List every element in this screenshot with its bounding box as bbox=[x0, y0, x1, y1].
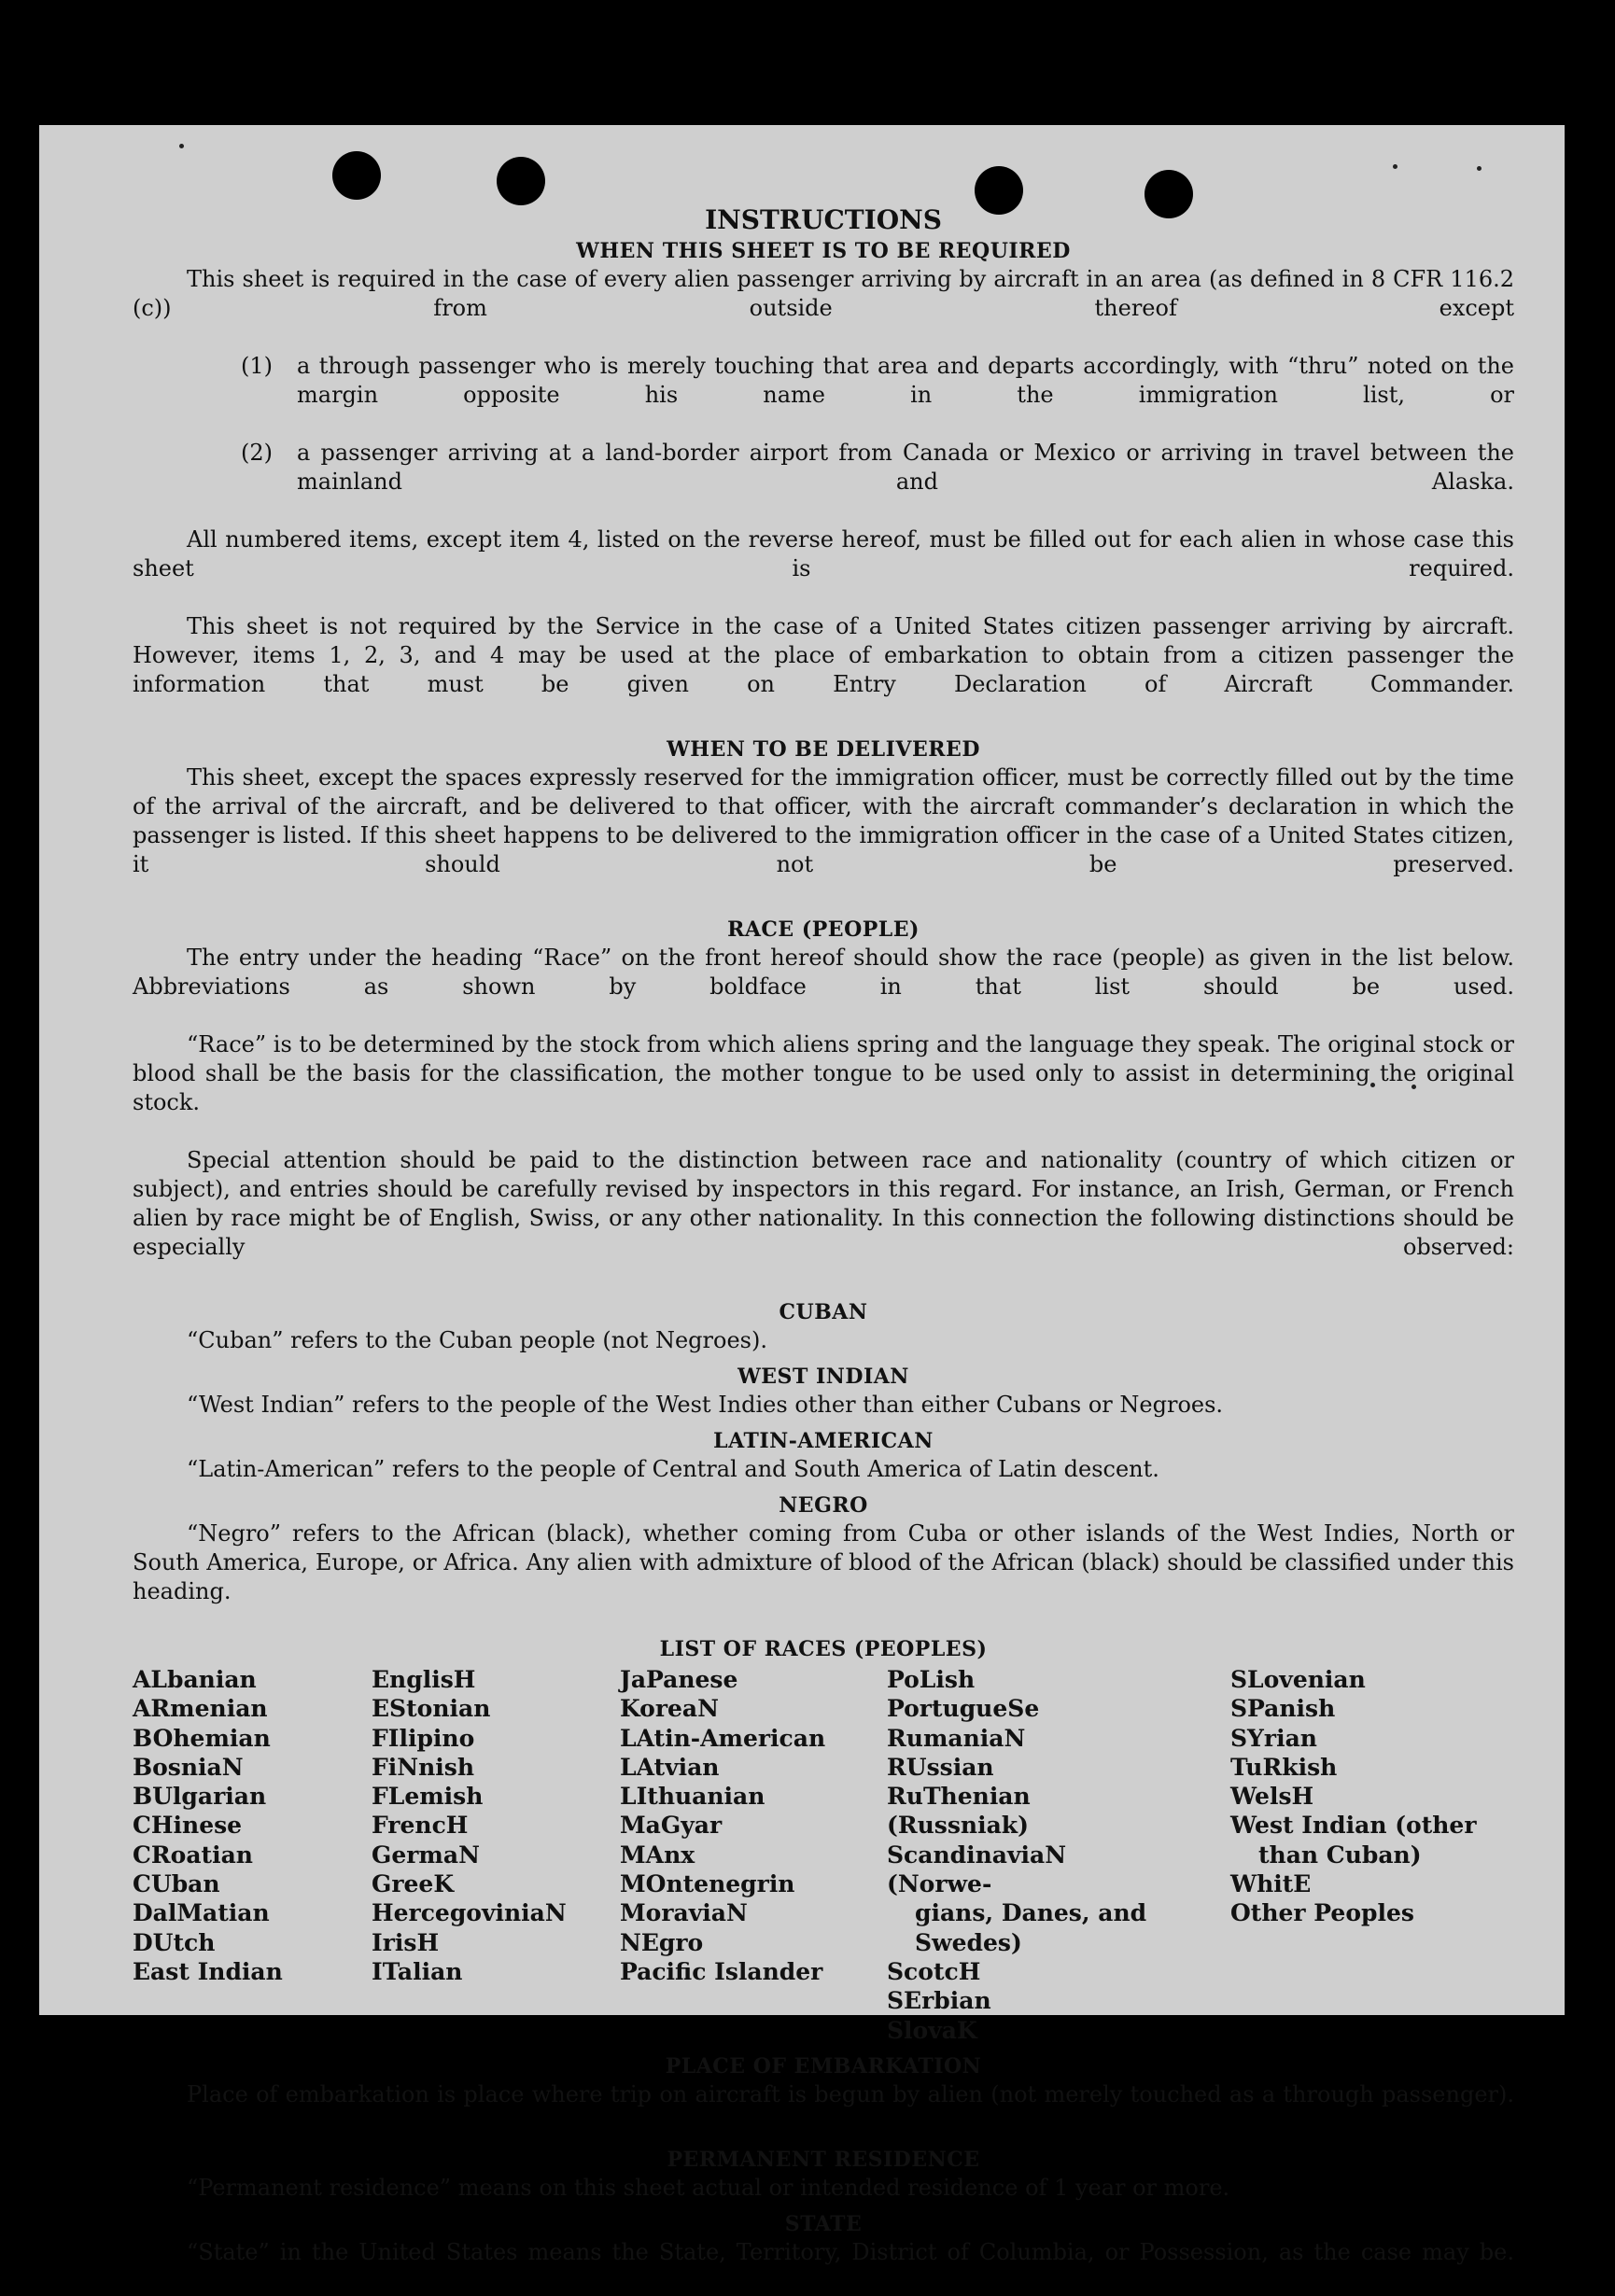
exception-item-2 bbox=[133, 439, 1514, 525]
page-title: INSTRUCTIONS bbox=[705, 204, 942, 235]
race-entry: FrencH bbox=[372, 1812, 469, 1840]
citizen-paragraph: This sheet is not required by the Service in the case of a United States citizen passenger arriving by aircraft. However, items 1, 2, 3, and 4 may be used at the place of embarkation to obtain from a citizen passenger the information that must be given on Entry Declaration of Aircraft Commander. bbox=[133, 613, 1514, 697]
race-entry: FIlipino bbox=[372, 1724, 475, 1752]
race-entry: EStonian bbox=[372, 1695, 491, 1723]
races-column-3 bbox=[620, 1665, 887, 2045]
race-entry: WelsH bbox=[1230, 1783, 1314, 1811]
west-indian-text: “West Indian” refers to the people of the West Indies other than either Cubans or Negroes. bbox=[187, 1392, 1224, 1418]
race-entry: PortugueSe bbox=[887, 1695, 1040, 1723]
race-entry: WhitE bbox=[1230, 1870, 1312, 1898]
heading-permanent-residence: PERMANENT RESIDENCE bbox=[667, 2147, 980, 2172]
race-entry: LIthuanian bbox=[620, 1783, 765, 1811]
race-entry: LAtvian bbox=[620, 1753, 720, 1781]
exception-item-1 bbox=[133, 352, 1514, 439]
race-entry: MAnx bbox=[620, 1841, 695, 1869]
heading-cuban: CUBAN bbox=[779, 1300, 868, 1324]
heading-latin-american: LATIN-AMERICAN bbox=[713, 1429, 934, 1453]
races-column-5 bbox=[1230, 1665, 1510, 2045]
heading-when-delivered: WHEN TO BE DELIVERED bbox=[667, 737, 980, 762]
when-delivered-text: This sheet, except the spaces expressly reserved for the immigration officer, must be correctly filled out by the time of the arrival of the aircraft, and be delivered to that officer, with the aircraft commander’s declaration in which the passenger is listed. If this sheet happens to be delivered to the immigration officer in the case of a United States citizen, it should not be preserved. bbox=[133, 764, 1514, 877]
heading-list-of-races: LIST OF RACES (PEOPLES) bbox=[659, 1637, 988, 1661]
race-entry: Pacific Islander bbox=[620, 1957, 823, 1985]
race-paragraph-1: The entry under the heading “Race” on the front hereof should show the race (people) as given in the list below. Abbreviations as shown by boldface in that list should be used. bbox=[133, 945, 1514, 1000]
heading-state: STATE bbox=[784, 2211, 863, 2236]
race-entry: MaGyar bbox=[620, 1812, 723, 1840]
race-entry: GreeK bbox=[372, 1870, 455, 1898]
race-entry: NEgro bbox=[620, 1928, 704, 1956]
race-entry: IrisH bbox=[372, 1928, 440, 1956]
document-page bbox=[39, 125, 1565, 2265]
races-list bbox=[133, 1665, 1514, 2045]
race-entry: Other Peoples bbox=[1230, 1899, 1414, 1927]
race-paragraph-2: “Race” is to be determined by the stock from which aliens spring and the language they speak. The original stock or blood shall be the basis for the classification, the mother tongue to be used only to assist in determining the original stock. bbox=[133, 1031, 1514, 1115]
race-entry: FiNnish bbox=[372, 1753, 475, 1781]
race-entry-continued: gians, Danes, and bbox=[915, 1899, 1147, 1927]
race-entry-continued: than Cuban) bbox=[1258, 1841, 1422, 1869]
race-entry: West Indian (other bbox=[1230, 1812, 1477, 1840]
negro-text: “Negro” refers to the African (black), whether coming from Cuba or other islands of the West Indies, North or South America, Europe, or Africa. Any alien with admixture of blood of the African (black) should be classified under this heading. bbox=[133, 1520, 1514, 1604]
instructions-content bbox=[133, 200, 1514, 2296]
race-entry: SErbian bbox=[887, 1987, 991, 2015]
race-entry: FLemish bbox=[372, 1783, 484, 1811]
item-number: (1) bbox=[241, 353, 273, 379]
race-entry: CHinese bbox=[133, 1812, 243, 1840]
race-entry: LAtin-American bbox=[620, 1724, 826, 1752]
race-entry: SlovaK bbox=[887, 2016, 977, 2044]
heading-embarkation: PLACE OF EMBARKATION bbox=[665, 2053, 982, 2079]
heading-negro: NEGRO bbox=[779, 1493, 868, 1518]
races-column-4 bbox=[887, 1665, 1178, 2045]
races-column-2 bbox=[372, 1665, 620, 2045]
race-entry: PoLish bbox=[887, 1666, 976, 1693]
races-column-1 bbox=[133, 1665, 372, 2045]
race-entry: JaPanese bbox=[620, 1666, 738, 1693]
cuban-text: “Cuban” refers to the Cuban people (not Negroes). bbox=[187, 1327, 767, 1353]
item-number: (2) bbox=[241, 440, 273, 466]
item-text: a through passenger who is merely touching that area and departs accordingly, with “thru” noted on the margin opposite his name in the immigration list, or bbox=[297, 353, 1514, 408]
speck bbox=[1393, 164, 1397, 169]
state-text: “State” in the United States means the State, Territory, District of Columbia, or Possession, as the case may be. bbox=[187, 2238, 1514, 2265]
race-entry: BOhemian bbox=[133, 1724, 271, 1752]
race-entry: BosniaN bbox=[133, 1753, 244, 1781]
race-entry: SLovenian bbox=[1230, 1666, 1366, 1693]
latin-american-text: “Latin-American” refers to the people of Central and South America of Latin descent. bbox=[187, 1456, 1159, 1482]
residence-text: “Permanent residence” means on this sheet actual or intended residence of 1 year or more. bbox=[187, 2174, 1230, 2201]
heading-when-required: WHEN THIS SHEET IS TO BE REQUIRED bbox=[576, 239, 1071, 263]
race-entry: ScandinaviaN (Norwe- bbox=[887, 1841, 1067, 1898]
item-text: a passenger arriving at a land-border airport from Canada or Mexico or arriving in travel between the mainland and Alaska. bbox=[297, 440, 1514, 495]
race-entry: SYrian bbox=[1230, 1724, 1317, 1752]
race-entry: CUban bbox=[133, 1870, 220, 1898]
race-entry: CRoatian bbox=[133, 1841, 253, 1869]
when-required-intro: This sheet is required in the case of every alien passenger arriving by aircraft in an area (as defined in 8 CFR 116.2 (c)) from outside thereof except bbox=[133, 266, 1514, 321]
race-entry: SPanish bbox=[1230, 1695, 1336, 1723]
numbered-items-paragraph: All numbered items, except item 4, listed on the reverse hereof, must be filled out for each alien in whose case this sheet is required. bbox=[133, 526, 1514, 581]
race-entry: MOntenegrin bbox=[620, 1870, 795, 1898]
race-entry: East Indian bbox=[133, 1957, 283, 1985]
punch-hole bbox=[332, 151, 381, 200]
race-entry: EnglisH bbox=[372, 1666, 476, 1693]
heading-race: RACE (PEOPLE) bbox=[727, 917, 920, 942]
embarkation-text: Place of embarkation is place where trip on aircraft is begun by alien (not merely touched as a through passenger). bbox=[187, 2080, 1514, 2107]
race-entry: ScotcH bbox=[887, 1957, 981, 1985]
race-entry-continued: Swedes) bbox=[915, 1928, 1022, 1956]
race-entry: MoraviaN bbox=[620, 1899, 748, 1927]
race-entry: RumaniaN bbox=[887, 1724, 1026, 1752]
race-entry: ALbanian bbox=[133, 1666, 257, 1693]
speck bbox=[179, 144, 184, 148]
race-entry: RUssian bbox=[887, 1753, 994, 1781]
punch-hole bbox=[497, 157, 545, 205]
heading-west-indian: WEST INDIAN bbox=[737, 1365, 909, 1389]
race-entry: TuRkish bbox=[1230, 1753, 1338, 1781]
race-paragraph-3: Special attention should be paid to the distinction between race and nationality (country of which citizen or subject), and entries should be carefully revised by inspectors in this regard. For instance, an Irish, German, or French alien by race might be of English, Swiss, or any other nationality. In this connection the following distinctions should be especially observed: bbox=[133, 1147, 1514, 1260]
race-entry: DalMatian bbox=[133, 1899, 270, 1927]
race-entry: GermaN bbox=[372, 1841, 480, 1869]
race-entry: ITalian bbox=[372, 1957, 463, 1985]
race-entry: HercegoviniaN bbox=[372, 1899, 567, 1927]
speck bbox=[1477, 166, 1482, 171]
race-entry: ARmenian bbox=[133, 1695, 268, 1723]
race-entry: KoreaN bbox=[620, 1695, 719, 1723]
race-entry: DUtch bbox=[133, 1928, 216, 1956]
race-entry: BUlgarian bbox=[133, 1783, 267, 1811]
race-entry: RuThenian (Russniak) bbox=[887, 1783, 1031, 1840]
